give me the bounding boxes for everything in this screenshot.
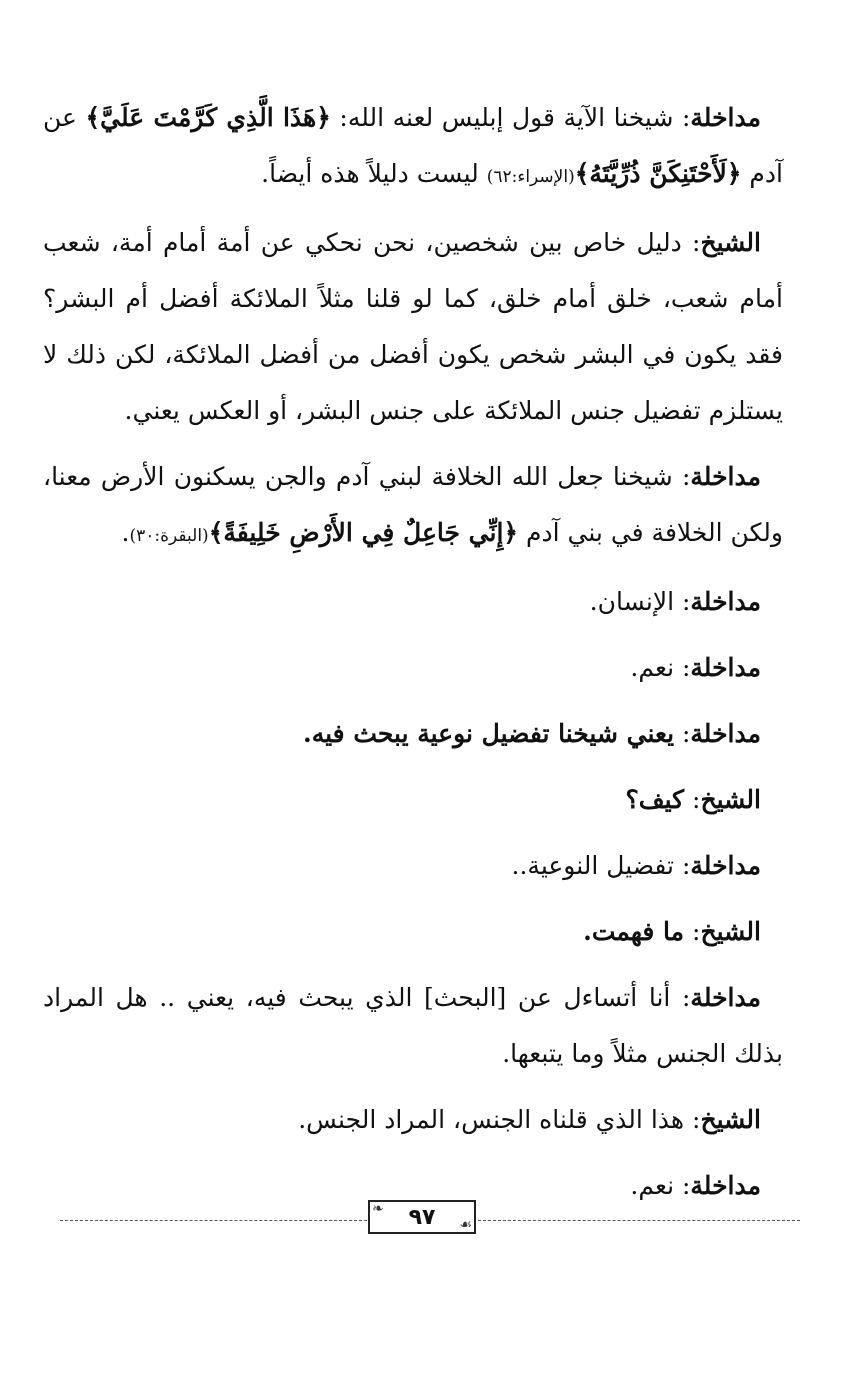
paragraph-text: ما فهمت. — [583, 917, 685, 946]
paragraph-4: مداخلة: الإنسان. — [589, 587, 761, 616]
speaker-label: مداخلة — [690, 983, 762, 1012]
paragraph-9: الشيخ: ما فهمت. — [583, 917, 761, 946]
paragraph-text: عن آدم — [43, 103, 783, 188]
paragraph-text: شيخنا الآية قول إبليس لعنه الله: — [330, 103, 674, 132]
paragraph-text: دليل خاص بين شخصين، نحن نحكي عن أمة أمام أمة، شعب أمام شعب، خلق أمام خلق، كما لو قلنا مثلاً الملائكة أفضل أم البشر؟ فقد يكون في البشر شخص يكون أفضل من أفضل الملائكة، لكن ذلك لا يستلزم تفضيل جنس الملائكة على جنس البشر، أو العكس يعني. — [43, 228, 783, 425]
page-body — [43, 90, 783, 1224]
paragraph-10: مداخلة: أنا أتساءل عن [البحث] الذي يبحث فيه، يعني .. هل المراد بذلك الجنس مثلاً وما يتبعها. — [43, 983, 783, 1068]
speaker-label: مداخلة — [690, 103, 761, 132]
paragraph-text: ليست دليلاً هذه أيضاً. — [261, 159, 487, 188]
page-footer — [60, 1200, 800, 1240]
paragraph-text: . — [121, 518, 130, 547]
paragraph-11: الشيخ: هذا الذي قلناه الجنس، المراد الجنس. — [298, 1105, 761, 1134]
speaker-label: الشيخ — [700, 917, 761, 946]
paragraph-6: مداخلة: يعني شيخنا تفضيل نوعية يبحث فيه. — [303, 719, 761, 748]
verse-reference: (الإسراء:٦٢) — [486, 167, 575, 187]
speaker-label: مداخلة — [690, 1171, 761, 1200]
page-number: ٩٧ — [408, 1205, 436, 1230]
speaker-label: الشيخ — [700, 1105, 761, 1134]
paragraph-text: شيخنا جعل الله الخلافة لبني آدم والجن يسكنون الأرض معنا، ولكن الخلافة في بني آدم — [43, 462, 783, 547]
paragraph-text: الإنسان. — [589, 587, 675, 616]
paragraph-5: مداخلة: نعم. — [630, 653, 761, 682]
speaker-label: مداخلة — [690, 719, 761, 748]
paragraph-text: هذا الذي قلناه الجنس، المراد الجنس. — [298, 1105, 685, 1134]
footer-divider-left — [60, 1220, 367, 1221]
paragraph-text: تفضيل النوعية.. — [511, 851, 675, 880]
corner-ornament-icon: ☙ — [459, 1217, 472, 1233]
quran-verse: ﴿هَذَا الَّذِي كَرَّمْتَ عَلَيَّ﴾ — [85, 103, 331, 132]
speaker-label: مداخلة — [690, 653, 761, 682]
paragraph-12: مداخلة: نعم. — [630, 1171, 761, 1200]
speaker-label: الشيخ — [700, 228, 761, 257]
paragraph-text: نعم. — [630, 653, 675, 682]
paragraph-7: الشيخ: كيف؟ — [625, 785, 761, 814]
corner-ornament-icon: ❧ — [372, 1201, 384, 1217]
verse-reference: (البقرة:٣٠) — [129, 526, 209, 546]
paragraph-text: كيف؟ — [625, 785, 685, 814]
speaker-label: مداخلة — [690, 462, 761, 491]
speaker-label: الشيخ — [700, 785, 761, 814]
paragraph-2: الشيخ: دليل خاص بين شخصين، نحن نحكي عن أمة أمام أمة، شعب أمام شعب، خلق أمام خلق، كما لو قلنا مثلاً الملائكة أفضل أم البشر؟ فقد يكون في البشر شخص يكون أفضل من أفضل الملائكة، لكن ذلك لا يستلزم تفضيل جنس الملائكة على جنس البشر، أو العكس يعني. — [43, 228, 783, 425]
footer-divider-right — [478, 1220, 800, 1221]
paragraph-1: مداخلة: شيخنا الآية قول إبليس لعنه الله: ﴿هَذَا الَّذِي كَرَّمْتَ عَلَيَّ﴾ عن آدم ﴿لَأَحْتَنِكَنَّ ذُرِّيَّتَهُ﴾(الإسراء:٦٢) ليست دليلاً هذه أيضاً. — [43, 103, 783, 188]
speaker-label: مداخلة — [690, 587, 761, 616]
paragraph-text: يعني شيخنا تفضيل نوعية يبحث فيه. — [303, 719, 675, 748]
quran-verse: ﴿لَأَحْتَنِكَنَّ ذُرِّيَّتَهُ﴾ — [574, 159, 742, 188]
paragraph-text: نعم. — [630, 1171, 675, 1200]
page-number-frame — [368, 1200, 476, 1234]
paragraph-text: أنا أتساءل عن [البحث] الذي يبحث فيه، يعني .. هل المراد بذلك الجنس مثلاً وما يتبعها. — [43, 983, 783, 1068]
speaker-label: مداخلة — [690, 851, 761, 880]
paragraph-3: مداخلة: شيخنا جعل الله الخلافة لبني آدم والجن يسكنون الأرض معنا، ولكن الخلافة في بني آدم ﴿إِنِّي جَاعِلٌ فِي الأَرْضِ خَلِيفَةً﴾(البقرة:٣٠). — [43, 462, 783, 547]
paragraph-8: مداخلة: تفضيل النوعية.. — [511, 851, 761, 880]
quran-verse: ﴿إِنِّي جَاعِلٌ فِي الأَرْضِ خَلِيفَةً﴾ — [208, 518, 519, 547]
